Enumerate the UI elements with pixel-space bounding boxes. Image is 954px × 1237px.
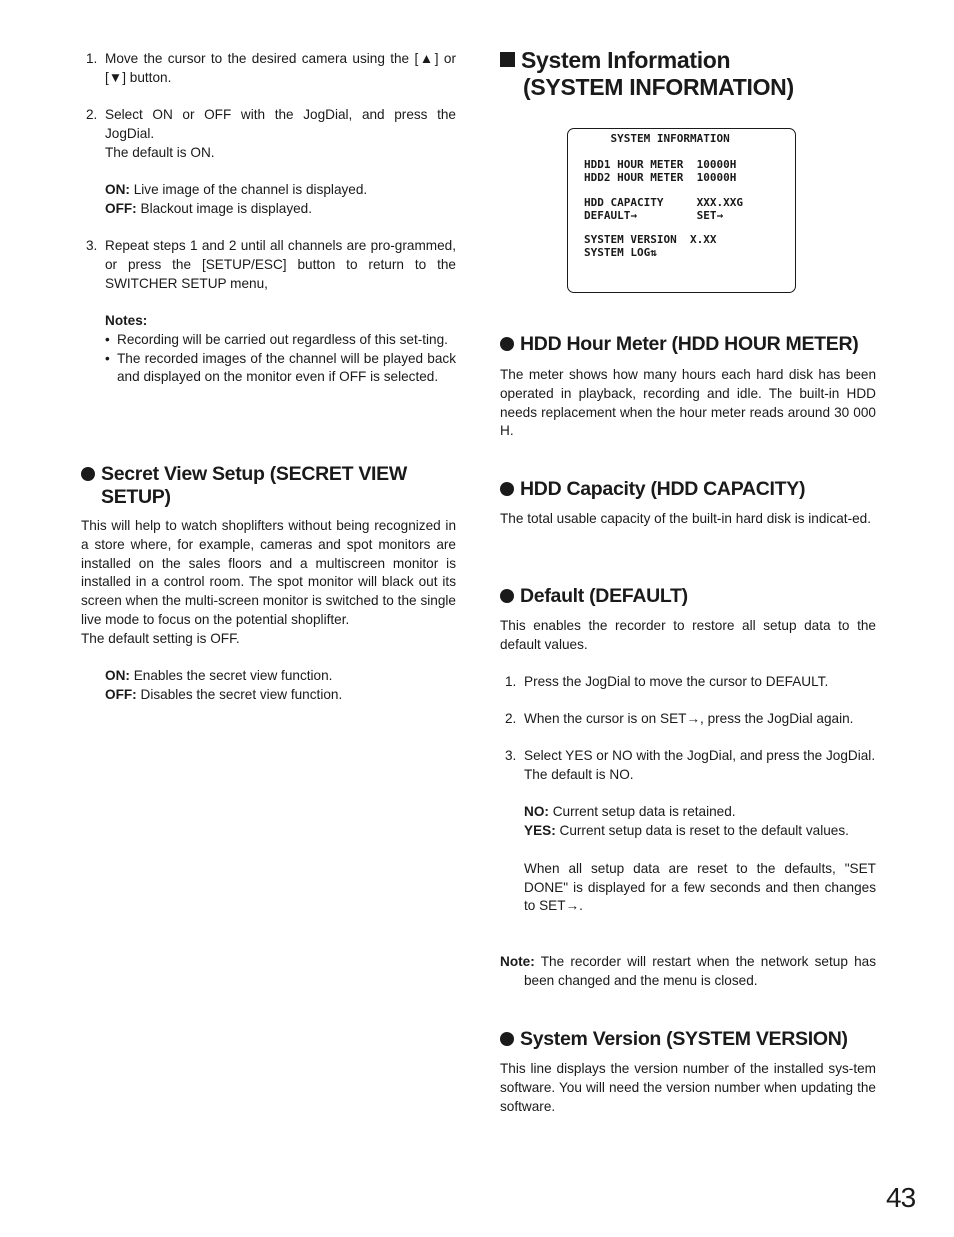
bullet-icon [500,589,514,603]
bullet-icon [500,482,514,496]
note-text: The recorder will restart when the network setup has been changed and the menu is closed. [524,954,876,988]
square-bullet-icon [500,52,515,67]
step-2 [81,106,456,219]
system-information-screen [567,128,796,293]
bullet-icon [500,1032,514,1046]
hdd-capacity-heading: HDD Capacity (HDD CAPACITY) [500,478,876,501]
step-1 [81,50,456,88]
system-version-body: This line displays the version number of the installed sys-tem software. You will need the version number when updating the software. [500,1061,876,1114]
step-text: When the cursor is on SET→, press the JogDial again. [524,711,854,726]
bullet-icon [500,337,514,351]
step-text: Select ON or OFF with the JogDial, and press the JogDial. [105,107,456,141]
notes [105,312,456,387]
default-body: This enables the recorder to restore all setup data to the default values. [500,618,876,652]
secret-on-option: ON: Enables the secret view function. [105,668,333,684]
step-number: 2. [86,107,98,122]
default-step-3 [500,747,876,916]
note-item: • The recorded images of the channel will be played back and displayed on the monitor even if OFF is selected. [93,350,456,388]
yes-option: YES: Current setup data is reset to the default values. [524,823,849,839]
step-text: Press the JogDial to move the cursor to DEFAULT. [524,674,829,689]
secret-view-body: This will help to watch shoplifters without being recognized in a store where, for example, cameras and spot monitors are installed on the sales floors and a multiscreen monitor is installed in a control room. The spot monitor will black out its screen when the multi-screen monitor is switched to the single live mode to focus on the potential shoplifter. The default setting is OFF. ON: Enables the secret view function. OFF: Disables the secret view function. [81,517,456,705]
system-version-heading: System Version (SYSTEM VERSION) [500,1028,876,1051]
step-number: 1. [86,51,98,66]
screen-hour-meters: HDD1 HOUR METER 10000H HDD2 HOUR METER 10000H [584,158,737,184]
default-heading: Default (DEFAULT) [500,585,876,608]
step-default: The default is NO. [524,766,634,782]
step-text: Repeat steps 1 and 2 until all channels are pro-grammed, or press the [SETUP/ESC] button to return to the SWITCHER SETUP menu, [105,238,456,291]
hdd-capacity-body: The total usable capacity of the built-in hard disk is indicat-ed. [500,511,872,526]
note-label: Note: [500,954,535,969]
step-number: 1. [505,674,517,689]
hdd-hour-meter-heading: HDD Hour Meter (HDD HOUR METER) [500,333,876,356]
secret-default: The default setting is OFF. [81,630,240,646]
secret-view-heading: Secret View Setup (SECRET VIEW SETUP) [81,463,456,508]
system-information-title: System Information (SYSTEM INFORMATION) [500,47,876,101]
screen-capacity-default: HDD CAPACITY XXX.XXG DEFAULT→ SET→ [584,196,743,222]
on-option: ON: Live image of the channel is displayed. [105,182,368,198]
step-default: The default is ON. [105,144,215,160]
step-number: 3. [505,748,517,763]
no-option: NO: Current setup data is retained. [524,804,736,820]
hdd-hour-meter-body: The meter shows how many hours each hard disk has been operated in playback, recording and idle. The built-in HDD needs replacement when the hour meter reads around 30 000 H. [500,367,876,439]
step-text: Move the cursor to the desired camera using the [▲] or [▼] button. [105,51,456,85]
step-text: Select YES or NO with the JogDial, and press the JogDial. [524,748,876,763]
screen-version-log: SYSTEM VERSION X.XX SYSTEM LOG⇅ [584,233,717,259]
step-number: 3. [86,238,98,253]
step-number: 2. [505,711,517,726]
screen-title: SYSTEM INFORMATION [584,132,730,145]
default-step-1 [500,673,876,692]
default-step-2 [500,710,876,729]
step-3 [81,237,456,293]
off-option: OFF: Blackout image is displayed. [105,200,313,216]
step-after-text: When all setup data are reset to the defaults, "SET DONE" is displayed for a few seconds and then changes to SET→. [524,860,876,914]
default-note [500,953,876,991]
notes-label: Notes: [105,313,148,328]
bullet-icon [81,467,95,481]
secret-off-option: OFF: Disables the secret view function. [105,687,343,703]
note-item: • Recording will be carried out regardless of this set-ting. [93,331,456,350]
page-number: 43 [886,1182,916,1213]
